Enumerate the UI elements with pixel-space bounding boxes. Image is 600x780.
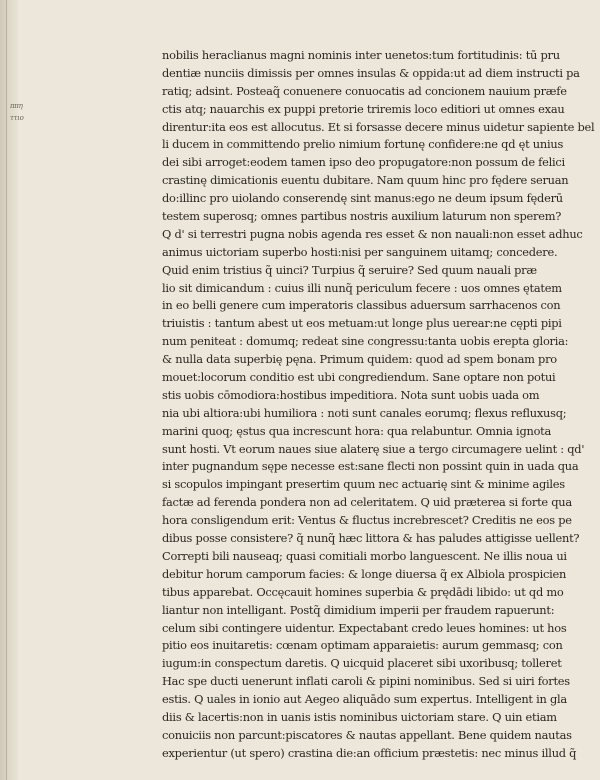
text-line: experientur (ut spero) crastina die:an officium præstetis: nec minus illud q̃ — [162, 745, 577, 760]
text-line: liantur non intelligant. Postq̃ dimidium imperii per fraudem rapuerunt: — [162, 602, 555, 617]
text-line: diis & lacertis:non in uanis istis nominibus uictoriam stare. Q uin etiam — [162, 709, 557, 724]
binding-line — [6, 0, 7, 780]
text-line: in eo belli genere cum imperatoris classibus aduersum sarrhacenos con — [162, 298, 561, 313]
text-line: pitio eos inuitaretis: cœnam optimam apparaietis: aurum gemmasq; con — [162, 638, 563, 653]
text-line: stis uobis cōmodiora:hostibus impeditiora. Nota sunt uobis uada om — [162, 387, 540, 402]
text-line: do:illinc pro uiolando conserendę sint manus:ego ne deum ipsum fęderū — [162, 191, 563, 206]
text-line: crastinę dimicationis euentu dubitare. Nam quum hinc pro fędere seruan — [162, 173, 569, 188]
margin-note: ππη — [10, 102, 23, 110]
text-line: direntur:ita eos est allocutus. Et si forsasse decere minus uidetur sapiente bel — [162, 119, 595, 134]
text-line: num peniteat : domumq; redeat sine congressu:tanta uobis erepta gloria: — [162, 334, 569, 349]
text-line: iugum:in conspectum daretis. Q uicquid placeret sibi uxoribusq; tolleret — [162, 656, 562, 671]
text-line: celum sibi contingere uidentur. Expectabant credo leues homines: ut hos — [162, 620, 567, 635]
text-line: debitur horum camporum facies: & longe diuersa q̃ ex Albiola prospicien — [162, 566, 567, 581]
text-line: Correpti bili nauseaq; quasi comitiali morbo languescent. Ne illis noua ui — [162, 548, 567, 563]
text-line: tibus apparebat. Occęcauit homines superbia & prędādi libido: ut qd mo — [162, 584, 564, 599]
text-line: ratiq; adsint. Posteaq̃ conuenere conuocatis ad concionem nauium præfe — [162, 83, 567, 98]
text-line: dentiæ nunciis dimissis per omnes insulas & oppida:ut ad diem instructi pa — [162, 65, 580, 80]
text-line: li ducem in committendo prelio nimium fortunę confidere:ne qd ęt unius — [162, 137, 564, 152]
text-line: triuistis : tantum abest ut eos metuam:ut longe plus uerear:ne cępti pipi — [162, 316, 562, 331]
text-line: nia ubi altiora:ubi humiliora : noti sunt canales eorumq; flexus refluxusq; — [162, 405, 567, 420]
text-line: inter pugnandum sępe necesse est:sane flecti non possint quin in uada qua — [162, 459, 579, 474]
text-line: Hac spe ducti uenerunt inflati caroli & pipini nominibus. Sed si uiri fortes — [162, 674, 570, 689]
text-line: lio sit dimicandum : cuius illi nunq̃ periculum fecere : uos omnes ętatem — [162, 280, 562, 295]
text-line: estis. Q uales in ionio aut Aegeo aliquādo sum expertus. Intelligent in gla — [162, 692, 567, 707]
text-line: si scopulos impingant presertim quum nec actuarię sint & minime agiles — [162, 477, 565, 492]
text-line: animus uictoriam superbo hosti:nisi per sanguinem uitamq; concedere. — [162, 244, 558, 259]
text-line: Q d' si terrestri pugna nobis agenda res esset & non nauali:non esset adhuc — [162, 226, 583, 241]
text-line: marini quoq; ęstus qua increscunt hora: qua relabuntur. Omnia ignota — [162, 423, 552, 438]
margin-note: ττιο — [10, 114, 24, 122]
text-line: hora consligendum erit: Ventus & fluctus increbrescet? Creditis ne eos pe — [162, 513, 572, 528]
text-line: sunt hosti. Vt eorum naues siue alaterę siue a tergo circumagere uelint : qd' — [162, 441, 585, 456]
text-line: conuiciis non parcunt:piscatores & nautas appellant. Bene quidem nautas — [162, 727, 572, 742]
text-line: factæ ad ferenda pondera non ad celeritatem. Q uid præterea si forte qua — [162, 495, 572, 510]
text-line: & nulla data superbię pęna. Primum quidem: quod ad spem bonam pro — [162, 352, 557, 367]
text-block — [162, 47, 595, 763]
text-line: nobilis heraclianus magni nominis inter uenetos:tum fortitudinis: tū pru — [162, 48, 560, 62]
text-line: dei sibi arroget:eodem tamen ipso deo propugatore:non possum de felici — [162, 155, 565, 170]
text-line: dibus posse consistere? q̃ nunq̃ hæc littora & has paludes attigisse uellent? — [162, 531, 580, 546]
text-line: mouet:locorum conditio est ubi congrediendum. Sane optare non potui — [162, 370, 556, 385]
text-line: ctis atq; nauarchis ex puppi pretorie triremis loco editiori ut omnes exau — [162, 101, 565, 116]
text-line: Quid enim tristius q̃ uinci? Turpius q̃ seruire? Sed quum nauali præ — [162, 262, 537, 277]
text-line: testem superosq; omnes partibus nostris auxilium laturum non sperem? — [162, 209, 562, 224]
